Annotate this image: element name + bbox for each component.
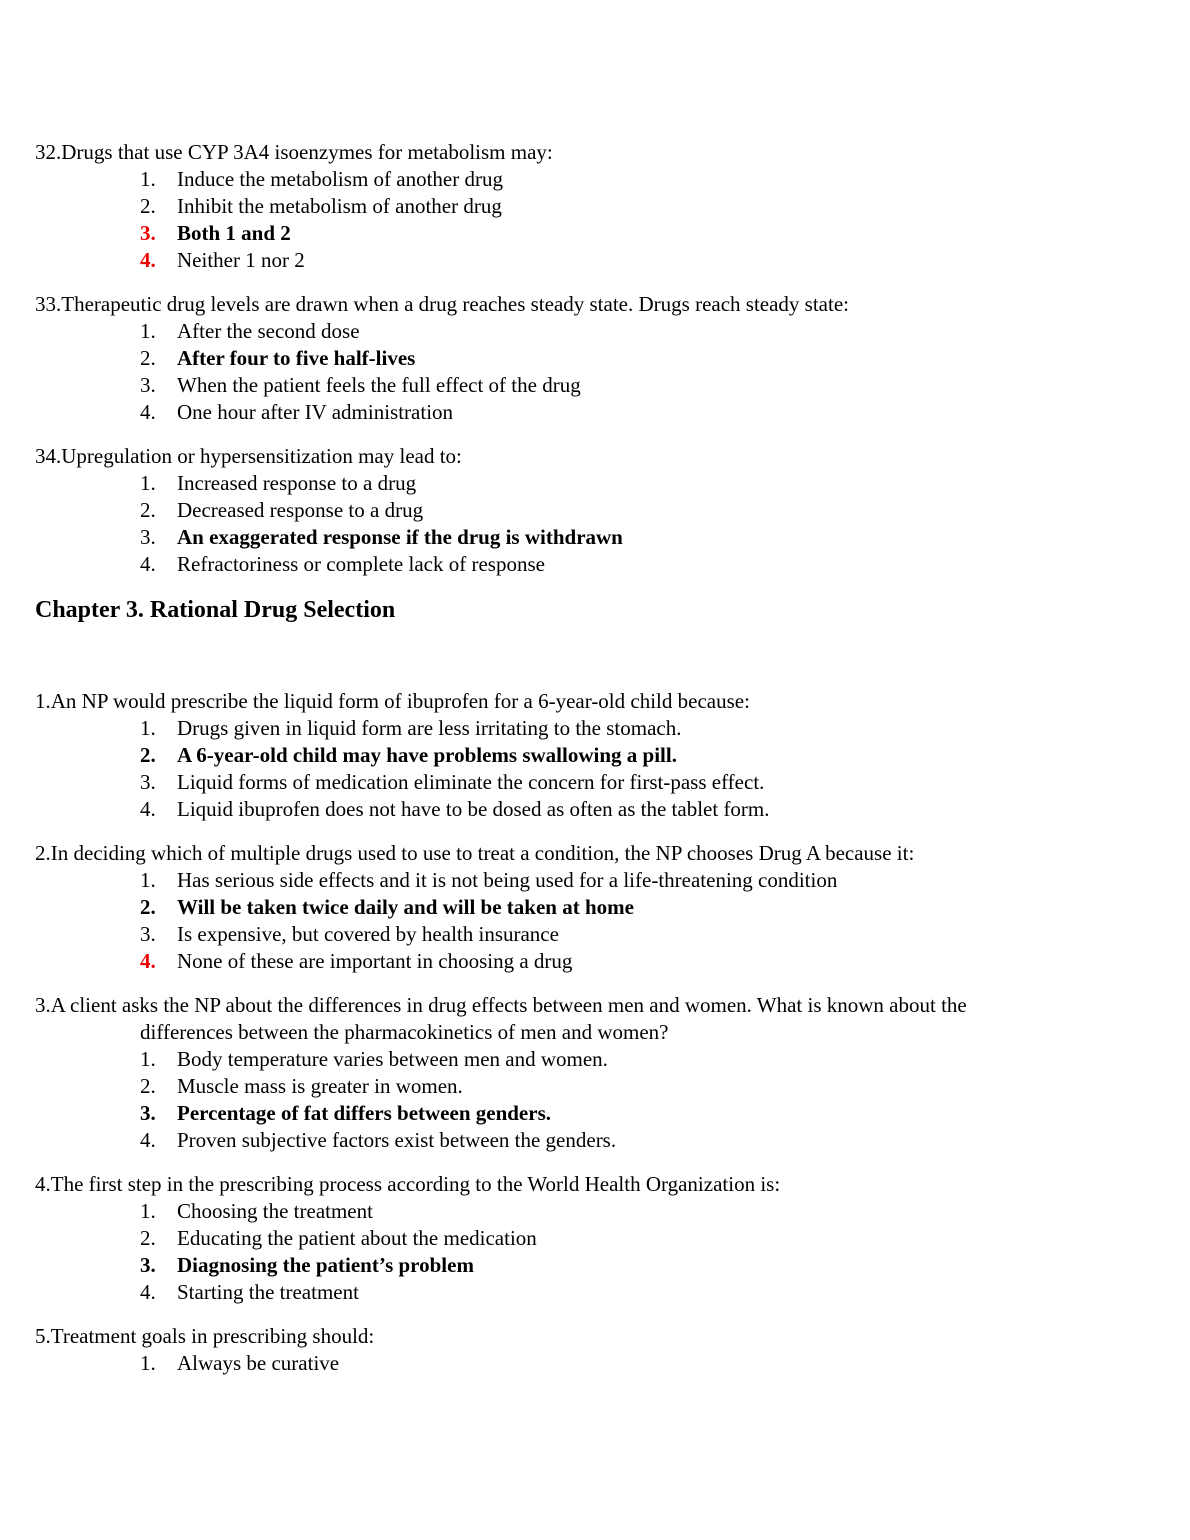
question-number: 32. — [35, 140, 62, 164]
question-number: 33. — [35, 292, 62, 316]
option-number: 4. — [140, 797, 156, 821]
option-number: 3. — [140, 525, 156, 549]
question-text: 34.Upregulation or hypersensitization may lead to: — [35, 444, 462, 468]
question-number: 3. — [35, 993, 51, 1017]
option-text: Is expensive, but covered by health insurance — [177, 922, 559, 946]
option-number: 3. — [140, 373, 156, 397]
option-number: 2. — [140, 498, 156, 522]
option-number: 3. — [140, 922, 156, 946]
option-text: Decreased response to a drug — [177, 498, 424, 522]
option-number: 1. — [140, 167, 156, 191]
option-text: An exaggerated response if the drug is withdrawn — [177, 525, 623, 549]
question-block — [35, 1171, 1160, 1306]
option-text: Muscle mass is greater in women. — [177, 1074, 463, 1098]
option-row — [140, 193, 1160, 220]
question-text: 2.In deciding which of multiple drugs used to use to treat a condition, the NP chooses Drug A because it: — [35, 841, 915, 865]
option-list — [35, 1046, 1160, 1154]
option-number: 3. — [140, 1101, 156, 1125]
option-row — [140, 1073, 1160, 1100]
option-number: 4. — [140, 1280, 156, 1304]
option-text: Inhibit the metabolism of another drug — [177, 194, 502, 218]
option-text: When the patient feels the full effect of the drug — [177, 373, 581, 397]
question-text: 4.The first step in the prescribing process according to the World Health Organization is: — [35, 1172, 781, 1196]
option-number: 2. — [140, 346, 156, 370]
option-row — [140, 1350, 1160, 1377]
option-row — [140, 1225, 1160, 1252]
option-row — [140, 796, 1160, 823]
chapter-heading: Chapter 3. Rational Drug Selection — [35, 597, 396, 623]
option-number: 2. — [140, 743, 156, 767]
option-list — [35, 715, 1160, 823]
option-number: 3. — [140, 1253, 156, 1277]
option-text: None of these are important in choosing a drug — [177, 949, 573, 973]
option-row — [140, 470, 1160, 497]
question-block — [35, 688, 1160, 823]
option-row — [140, 894, 1160, 921]
question-number: 34. — [35, 444, 62, 468]
option-text: After four to five half-lives — [177, 346, 416, 370]
question-number: 4. — [35, 1172, 51, 1196]
option-text: Liquid forms of medication eliminate the concern for first-pass effect. — [177, 770, 765, 794]
option-number: 2. — [140, 1074, 156, 1098]
question-text: 33.Therapeutic drug levels are drawn when a drug reaches steady state. Drugs reach steady state: — [35, 292, 849, 316]
option-row — [140, 166, 1160, 193]
option-text: Increased response to a drug — [177, 471, 417, 495]
option-text: After the second dose — [177, 319, 360, 343]
option-number: 1. — [140, 471, 156, 495]
option-number: 2. — [140, 1226, 156, 1250]
option-text: Induce the metabolism of another drug — [177, 167, 503, 191]
option-row — [140, 524, 1160, 551]
option-number: 2. — [140, 895, 156, 919]
option-text: Liquid ibuprofen does not have to be dosed as often as the tablet form. — [177, 797, 770, 821]
option-text: Educating the patient about the medication — [177, 1226, 537, 1250]
option-row — [140, 220, 1160, 247]
option-number: 1. — [140, 868, 156, 892]
option-text: Always be curative — [177, 1351, 340, 1375]
question-block — [35, 443, 1160, 578]
option-text: Drugs given in liquid form are less irritating to the stomach. — [177, 716, 682, 740]
option-row — [140, 769, 1160, 796]
option-row — [140, 345, 1160, 372]
option-number: 4. — [140, 949, 156, 973]
option-row — [140, 1127, 1160, 1154]
option-row — [140, 1100, 1160, 1127]
question-number: 2. — [35, 841, 51, 865]
option-row — [140, 742, 1160, 769]
option-number: 4. — [140, 400, 156, 424]
question-block — [35, 992, 1160, 1154]
option-number: 1. — [140, 1351, 156, 1375]
option-number: 1. — [140, 716, 156, 740]
option-row — [140, 399, 1160, 426]
option-list — [35, 470, 1160, 578]
option-number: 1. — [140, 319, 156, 343]
question-text: 5.Treatment goals in prescribing should: — [35, 1324, 375, 1348]
option-text: Choosing the treatment — [177, 1199, 373, 1223]
option-list — [35, 166, 1160, 274]
option-text: Diagnosing the patient’s problem — [177, 1253, 474, 1277]
option-text: Has serious side effects and it is not being used for a life-threatening condition — [177, 868, 838, 892]
option-row — [140, 497, 1160, 524]
option-row — [140, 318, 1160, 345]
option-number: 1. — [140, 1199, 156, 1223]
option-number: 3. — [140, 770, 156, 794]
option-row — [140, 247, 1160, 274]
option-text: Will be taken twice daily and will be taken at home — [177, 895, 634, 919]
option-row — [140, 948, 1160, 975]
option-number: 4. — [140, 1128, 156, 1152]
option-row — [140, 1046, 1160, 1073]
option-list — [35, 1350, 1160, 1377]
option-text: Percentage of fat differs between genders. — [177, 1101, 551, 1125]
option-list — [35, 318, 1160, 426]
option-row — [140, 1252, 1160, 1279]
option-row — [140, 867, 1160, 894]
option-text: Refractoriness or complete lack of response — [177, 552, 545, 576]
question-block — [35, 1323, 1160, 1377]
option-text: A 6-year-old child may have problems swallowing a pill. — [177, 743, 677, 767]
option-text: Both 1 and 2 — [177, 221, 291, 245]
option-number: 3. — [140, 221, 156, 245]
option-list — [35, 867, 1160, 975]
question-block — [35, 291, 1160, 426]
question-number: 1. — [35, 689, 51, 713]
question-block — [35, 840, 1160, 975]
question-block — [35, 139, 1160, 274]
option-number: 4. — [140, 552, 156, 576]
option-row — [140, 1198, 1160, 1225]
question-number: 5. — [35, 1324, 51, 1348]
option-text: Starting the treatment — [177, 1280, 359, 1304]
question-list — [35, 139, 1160, 1377]
option-row — [140, 715, 1160, 742]
option-row — [140, 921, 1160, 948]
option-number: 1. — [140, 1047, 156, 1071]
option-row — [140, 1279, 1160, 1306]
option-text: Neither 1 nor 2 — [177, 248, 305, 272]
option-text: One hour after IV administration — [177, 400, 454, 424]
option-text: Body temperature varies between men and women. — [177, 1047, 608, 1071]
question-text: 32.Drugs that use CYP 3A4 isoenzymes for metabolism may: — [35, 140, 553, 164]
option-number: 4. — [140, 248, 156, 272]
question-text: 3.A client asks the NP about the differences in drug effects between men and women. What is known about the differences between the pharmacokinetics of men and women? — [35, 993, 967, 1044]
question-text: 1.An NP would prescribe the liquid form of ibuprofen for a 6-year-old child because: — [35, 689, 750, 713]
option-row — [140, 372, 1160, 399]
option-text: Proven subjective factors exist between the genders. — [177, 1128, 617, 1152]
option-list — [35, 1198, 1160, 1306]
option-number: 2. — [140, 194, 156, 218]
option-row — [140, 551, 1160, 578]
